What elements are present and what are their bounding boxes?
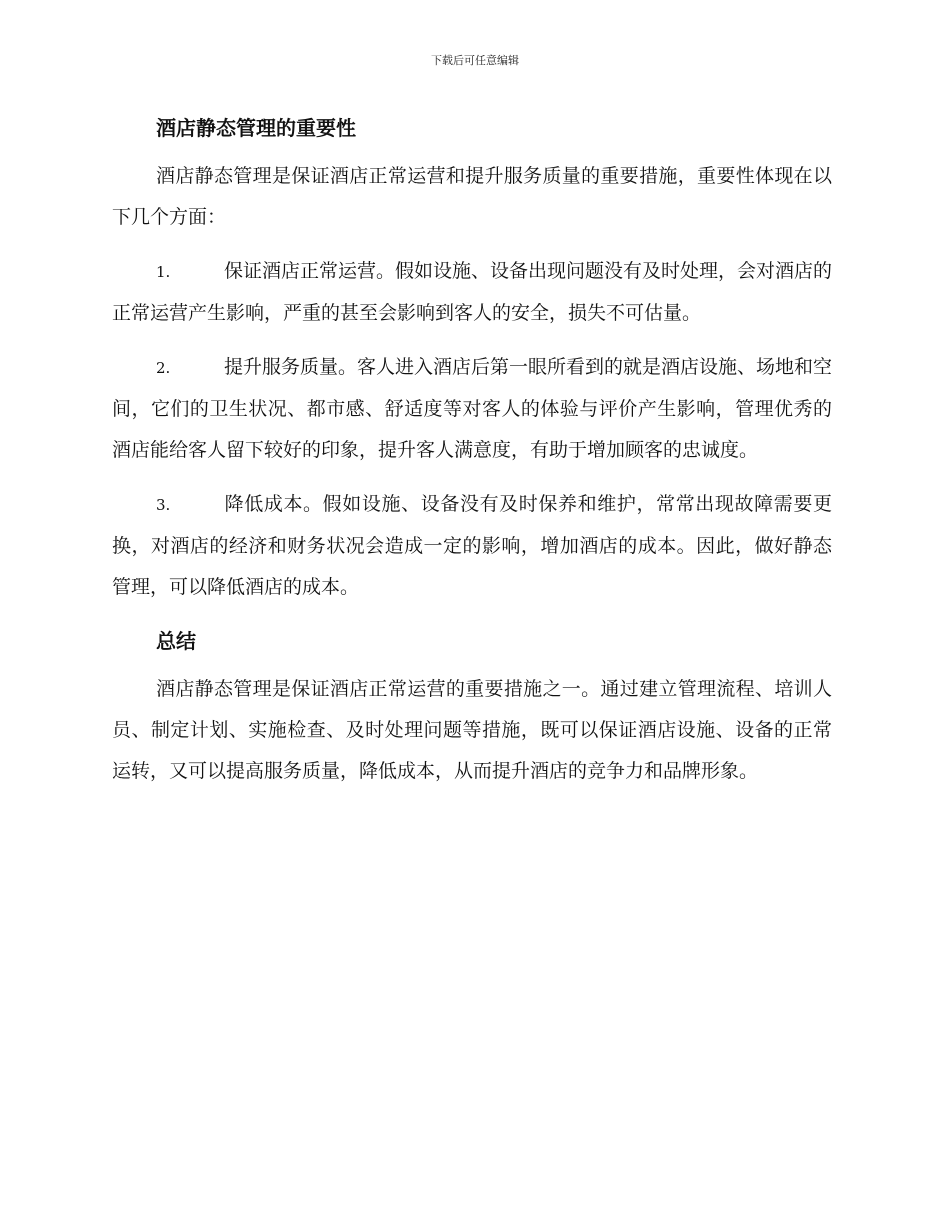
- intro-paragraph: 酒店静态管理是保证酒店正常运营和提升服务质量的重要措施，重要性体现在以下几个方面：: [112, 165, 832, 228]
- list-item: [112, 251, 832, 334]
- list-item: [112, 484, 832, 608]
- list-item-text: 降低成本。假如设施、设备没有及时保养和维护，常常出现故障需要更换，对酒店的经济和财务状况会造成一定的影响，增加酒店的成本。因此，做好静态管理，可以降低酒店的成本。: [112, 493, 832, 598]
- section-title-summary: 总结: [156, 629, 196, 653]
- list-item-text: 提升服务质量。客人进入酒店后第一眼所看到的就是酒店设施、场地和空间，它们的卫生状况、都市感、舒适度等对客人的体验与评价产生影响，管理优秀的酒店能给客人留下较好的印象，提升客人满意度，有助于增加顾客的忠诚度。: [112, 356, 833, 461]
- document-body: [112, 108, 832, 805]
- list-item-number: 3.: [156, 496, 171, 514]
- list-item-number: 1.: [156, 263, 171, 281]
- summary-paragraph: 酒店静态管理是保证酒店正常运营的重要措施之一。通过建立管理流程、培训人员、制定计划、实施检查、及时处理问题等措施，既可以保证酒店设施、设备的正常运转，又可以提高服务质量，降低成本，从而提升酒店的竞争力和品牌形象。: [112, 678, 832, 782]
- page-header-note: 下载后可任意编辑: [431, 54, 519, 67]
- list-item-number: 2.: [156, 359, 171, 377]
- list-item-text: 保证酒店正常运营。假如设施、设备出现问题没有及时处理，会对酒店的正常运营产生影响，严重的甚至会影响到客人的安全，损失不可估量。: [112, 260, 833, 324]
- list-item: [112, 347, 832, 471]
- section-title-importance: 酒店静态管理的重要性: [156, 116, 356, 140]
